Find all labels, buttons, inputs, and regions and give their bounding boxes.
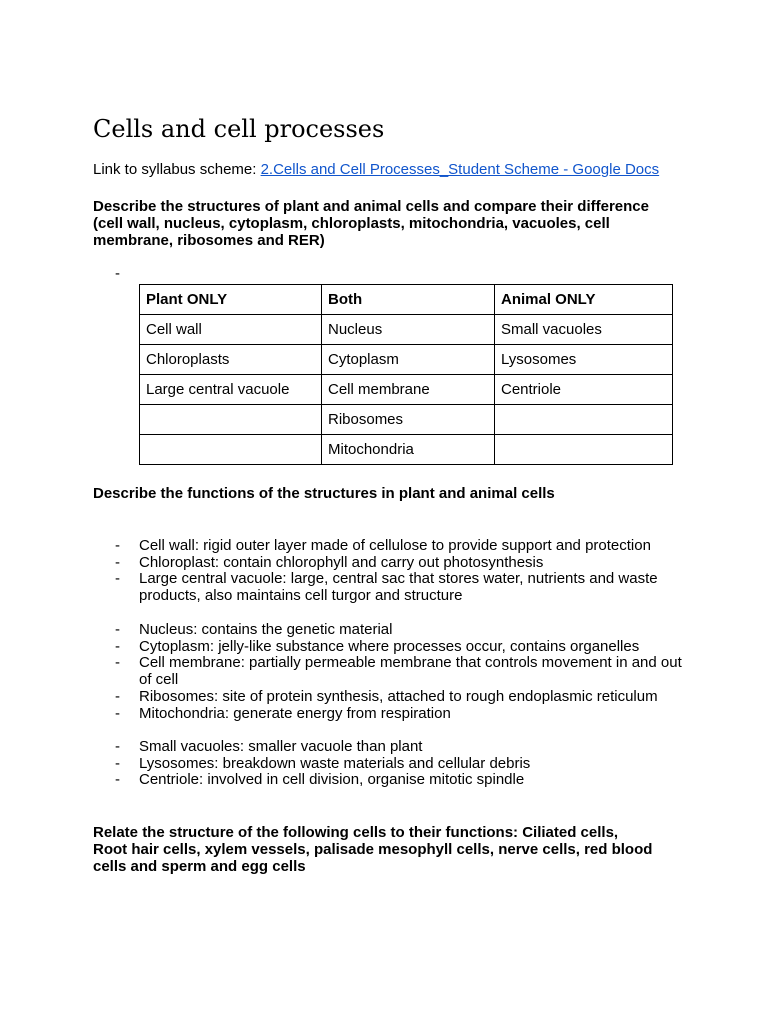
both-functions-list [93,622,693,722]
list-item-text: Lysosomes: breakdown waste materials and cellular debris [139,754,531,772]
list-item-text: Large central vacuole: large, central sac that stores water, nutrients and waste products, also maintains cell turgor and structure [139,570,658,605]
list-dash: - [115,537,120,554]
plant-functions-list [93,538,693,605]
list-dash: - [115,754,120,772]
table-header-row [140,285,673,315]
page-title: Cells and cell processes [93,115,385,143]
table-cell [495,405,673,435]
list-item-text: Cell wall: rigid outer layer made of cellulose to provide support and protection [139,537,651,554]
syllabus-link[interactable]: 2.Cells and Cell Processes_Student Scheme - Google Docs [260,161,660,178]
list-item-text: Ribosomes: site of protein synthesis, attached to rough endoplasmic reticulum [139,687,658,705]
table-row [140,405,673,435]
list-item [93,772,693,789]
list-item-text: Nucleus: contains the genetic material [139,621,393,638]
table-cell: Centriole [495,375,673,405]
table-cell: Nucleus [322,315,495,345]
list-item [93,739,693,756]
table-cell: Small vacuoles [495,315,673,345]
table-cell: Large central vacuole [140,375,322,405]
list-dash: - [115,621,120,638]
table-cell: Cytoplasm [322,345,495,375]
header-both: Both [322,285,495,315]
table-row [140,315,673,345]
structures-heading: Describe the structures of plant and animal cells and compare their difference (cell wall, nucleus, cytoplasm, chloroplasts, mitochondria, vacuoles, cell membrane, ribosomes and RER) [93,198,649,249]
table-row [140,345,673,375]
list-item [93,655,693,688]
list-item [93,622,693,639]
cell-structures-table [139,284,673,465]
table-cell [495,435,673,465]
list-dash: - [115,637,120,655]
list-dash: - [115,265,120,282]
list-dash: - [115,570,120,588]
table-cell: Cell membrane [322,375,495,405]
table-cell [140,405,322,435]
list-item-text: Small vacuoles: smaller vacuole than plant [139,738,423,755]
list-dash: - [115,738,120,755]
table-cell: Cell wall [140,315,322,345]
list-item-text: Mitochondria: generate energy from respiration [139,704,451,722]
list-item-text: Chloroplast: contain chlorophyll and carry out photosynthesis [139,553,544,571]
list-dash: - [115,553,120,571]
table-cell: Ribosomes [322,405,495,435]
table-cell [140,435,322,465]
list-dash: - [115,771,120,789]
list-item [93,639,693,656]
list-dash: - [115,687,120,705]
list-item [93,689,693,706]
header-animal-only: Animal ONLY [495,285,673,315]
list-item-text: Cell membrane: partially permeable membrane that controls movement in and out of cell [139,654,682,689]
list-dash: - [115,654,120,672]
list-item-text: Centriole: involved in cell division, organise mitotic spindle [139,771,525,789]
list-item [93,538,693,555]
functions-heading: Describe the functions of the structures in plant and animal cells [93,485,555,502]
list-item [93,571,693,604]
list-item [93,756,693,773]
syllabus-label: Link to syllabus scheme: [93,161,257,178]
list-item [93,706,693,723]
table-row [140,435,673,465]
table-cell: Lysosomes [495,345,673,375]
relate-heading: Relate the structure of the following cells to their functions: Ciliated cells, Root hair cells, xylem vessels, palisade mesophyll cells, nerve cells, red blood cells and sperm and egg cells [93,824,653,875]
list-dash: - [115,704,120,722]
syllabus-line [93,160,659,179]
table-row [140,375,673,405]
list-item [93,555,693,572]
table-cell: Chloroplasts [140,345,322,375]
animal-functions-list [93,739,693,789]
list-item-text: Cytoplasm: jelly-like substance where processes occur, contains organelles [139,637,640,655]
table-cell: Mitochondria [322,435,495,465]
header-plant-only: Plant ONLY [140,285,322,315]
